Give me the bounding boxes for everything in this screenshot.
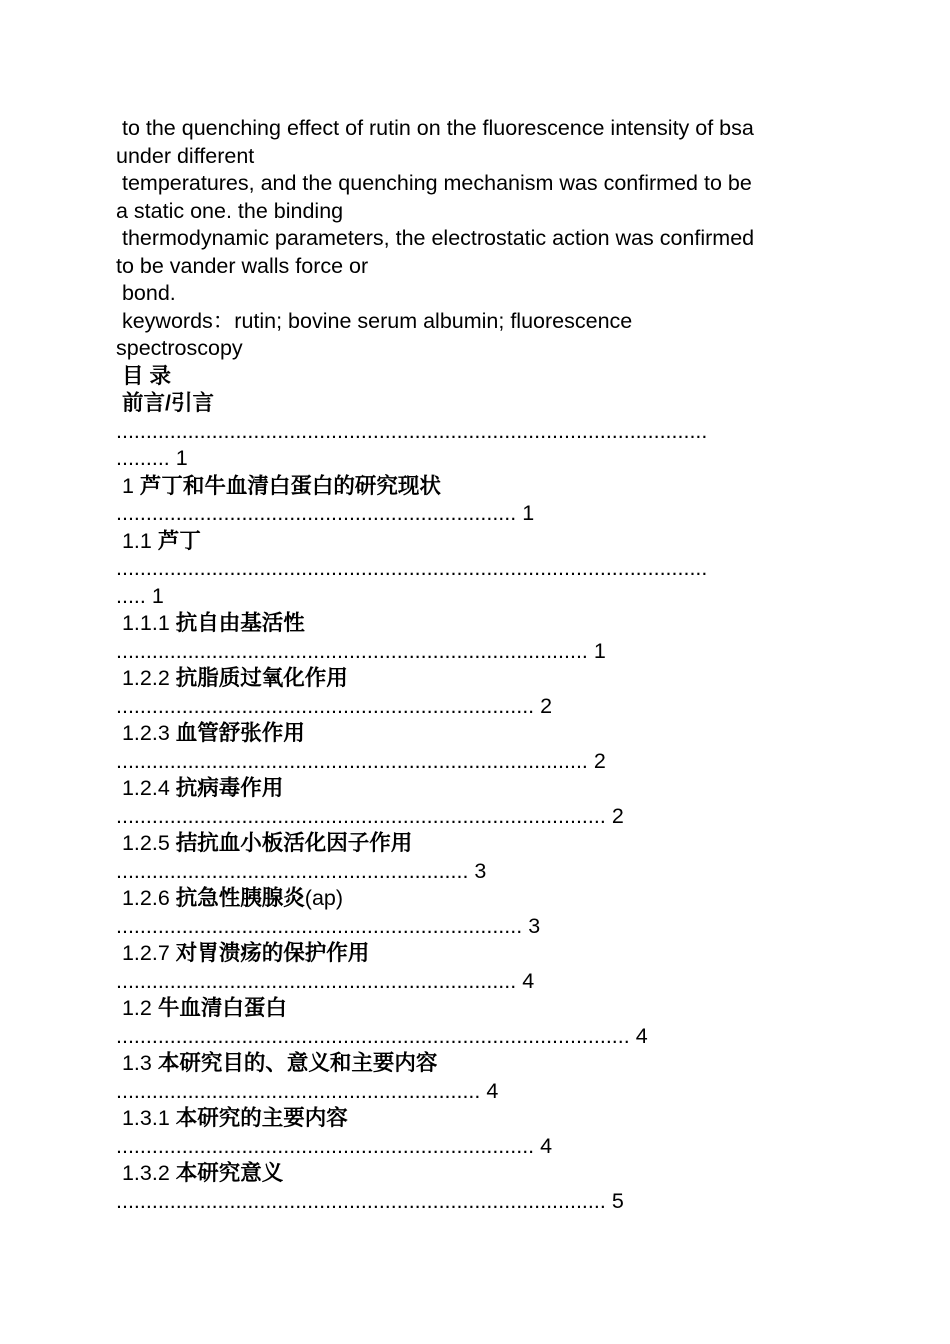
toc-entry-number: 1.2.3 (116, 721, 176, 745)
toc-entry-label: 芦丁 (157, 528, 201, 553)
toc-leader-dots: ......... (116, 446, 170, 470)
toc-entry-label: 拮抗血小板活化因子作用 (175, 831, 413, 855)
toc-leader-dots: ............................................................. (116, 1078, 481, 1103)
toc-entry[interactable] (116, 885, 832, 940)
abstract-line: temperatures, and the quenching mechanism was confirmed to be (116, 171, 752, 195)
toc-entry[interactable] (116, 995, 832, 1050)
toc-leader-dots: ................................................................... (116, 968, 517, 993)
toc-entry[interactable] (116, 1105, 832, 1160)
toc-leader-dots: ................................................................................................... (116, 556, 708, 580)
toc-entry[interactable] (116, 720, 832, 775)
toc-page-number: 1 (175, 446, 188, 470)
toc-entry[interactable] (116, 1160, 832, 1215)
toc-page-number: 3 (528, 913, 541, 938)
toc-leader-dots: ................................................................................................... (116, 418, 708, 443)
toc-entry-label: 抗病毒作用 (175, 776, 284, 800)
abstract-line: to be vander walls force or (116, 253, 369, 278)
toc-page-number: 4 (635, 1023, 648, 1048)
toc-entry-number: 1.2.2 (116, 666, 176, 690)
toc-leader-dots: ................................................................... (116, 501, 517, 525)
toc-leader-dots: .................................................................... (116, 913, 523, 938)
toc-leader-dots: .................................................................................. (116, 1188, 606, 1213)
abstract-line: bond. (116, 281, 176, 305)
toc-leader-dots: ............................................................................... (116, 748, 588, 773)
toc-entry-number: 1.2.5 (116, 831, 176, 855)
toc-entry-label-tail: (ap) (304, 886, 344, 910)
toc-entry-label: 对胃溃疡的保护作用 (175, 941, 370, 965)
toc-page-number: 4 (522, 968, 535, 993)
toc-entry-label: 本研究目的、意义和主要内容 (157, 1051, 438, 1075)
keywords-line: keywords：rutin; bovine serum albumin; fluorescence (116, 308, 633, 333)
abstract-section (116, 115, 832, 363)
toc-title: 目 录 (116, 363, 171, 388)
toc-entry-number: 1.2.4 (116, 776, 176, 800)
toc-leader-dots: ........................................................... (116, 858, 469, 883)
toc-list (116, 390, 832, 1215)
toc-entry-number: 1.3 (116, 1051, 158, 1075)
toc-page-number: 2 (540, 693, 553, 718)
toc-entry[interactable] (116, 390, 832, 473)
keywords-continuation: spectroscopy (116, 336, 243, 360)
toc-entry-label: 抗自由基活性 (175, 611, 305, 635)
toc-page-number: 1 (151, 583, 164, 608)
toc-page-number: 4 (540, 1133, 553, 1158)
toc-entry[interactable] (116, 775, 832, 830)
toc-page-number: 3 (474, 858, 487, 883)
toc-entry-label: 芦丁和牛血清白蛋白的研究现状 (139, 473, 441, 498)
toc-page-number: 4 (486, 1078, 499, 1103)
toc-entry-number: 1.2.7 (116, 941, 176, 965)
toc-entry[interactable] (116, 830, 832, 885)
abstract-line: under different (116, 143, 255, 168)
toc-entry[interactable] (116, 665, 832, 720)
document-page (116, 115, 832, 1215)
toc-entry-number: 1.1.1 (116, 611, 176, 635)
toc-entry-label: 牛血清白蛋白 (157, 996, 287, 1020)
toc-leader-dots: ...................................................................... (116, 1133, 535, 1158)
abstract-line: a static one. the binding (116, 198, 344, 223)
toc-entry-label: 抗脂质过氧化作用 (175, 666, 348, 690)
toc-entry-label: 本研究意义 (175, 1161, 284, 1185)
toc-entry-number: 1.1 (116, 528, 158, 553)
toc-entry[interactable] (116, 940, 832, 995)
abstract-line: to the quenching effect of rutin on the fluorescence intensity of bsa (116, 116, 754, 140)
toc-entry-number: 1.3.2 (116, 1161, 176, 1185)
toc-entry-number: 1.3.1 (116, 1106, 176, 1130)
toc-entry-label: 本研究的主要内容 (175, 1106, 348, 1130)
toc-entry-label: 抗急性胰腺炎 (175, 886, 305, 910)
toc-entry[interactable] (116, 473, 832, 528)
toc-leader-dots: .................................................................................. (116, 803, 606, 828)
toc-entry[interactable] (116, 610, 832, 665)
toc-page-number: 2 (593, 748, 606, 773)
toc-entry-number: 1.2.6 (116, 886, 176, 910)
toc-page-number: 5 (611, 1188, 624, 1213)
toc-leader-dots: ...................................................................................... (116, 1023, 630, 1048)
toc-entry-number: 1 (116, 473, 140, 498)
toc-leader-dots: ............................................................................... (116, 638, 588, 663)
toc-leader-dots: ..... (116, 583, 146, 608)
toc-entry[interactable] (116, 528, 832, 611)
toc-page-number: 2 (611, 803, 624, 828)
abstract-line: thermodynamic parameters, the electrostatic action was confirmed (116, 226, 755, 250)
toc-entry[interactable] (116, 1050, 832, 1105)
toc-entry-label: 前言/引言 (116, 391, 214, 415)
toc-leader-dots: ...................................................................... (116, 693, 535, 718)
toc-entry-label: 血管舒张作用 (175, 721, 305, 745)
toc-page-number: 1 (593, 638, 606, 663)
toc-entry-number: 1.2 (116, 996, 158, 1020)
toc-page-number: 1 (522, 501, 535, 525)
